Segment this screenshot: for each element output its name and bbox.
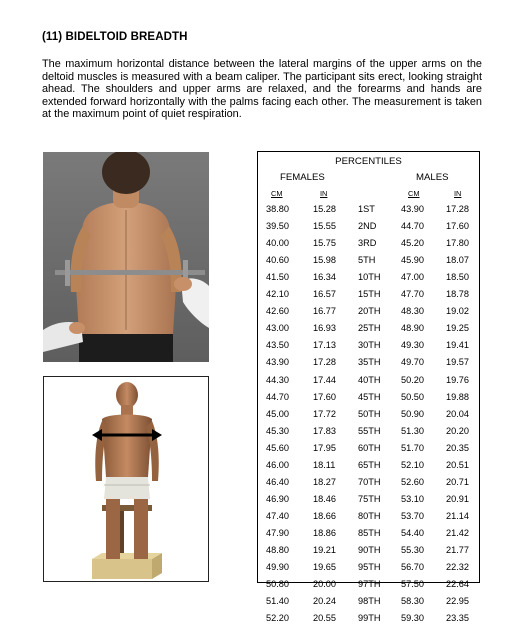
female-in-cell: 18.27 xyxy=(313,476,336,487)
female-in-cell: 20.55 xyxy=(313,613,336,624)
table-row xyxy=(258,357,479,374)
percentile-cell: 70TH xyxy=(358,476,381,487)
male-cm-cell: 48.90 xyxy=(401,323,424,334)
female-cm-cell: 46.00 xyxy=(266,459,289,470)
male-cm-cell: 49.30 xyxy=(401,340,424,351)
male-cm-unit: CM xyxy=(408,189,420,198)
percentiles-table xyxy=(257,151,480,624)
male-cm-cell: 54.40 xyxy=(401,527,424,538)
table-row xyxy=(258,340,479,357)
table-row xyxy=(258,443,479,460)
male-in-cell: 18.07 xyxy=(446,255,469,266)
percentile-cell: 55TH xyxy=(358,425,381,436)
female-in-cell: 17.95 xyxy=(313,442,336,453)
percentile-cell: 85TH xyxy=(358,527,381,538)
measurement-photo-illustration xyxy=(43,152,209,362)
percentile-cell: 95TH xyxy=(358,562,381,573)
female-in-cell: 20.24 xyxy=(313,596,336,607)
table-row xyxy=(258,545,479,562)
female-in-cell: 17.28 xyxy=(313,357,336,368)
percentile-cell: 30TH xyxy=(358,340,381,351)
male-in-cell: 20.91 xyxy=(446,493,469,504)
female-cm-cell: 45.60 xyxy=(266,442,289,453)
female-cm-cell: 44.30 xyxy=(266,374,289,385)
female-in-cell: 15.55 xyxy=(313,221,336,232)
female-in-cell: 20.00 xyxy=(313,579,336,590)
percentile-cell: 65TH xyxy=(358,459,381,470)
male-cm-cell: 45.20 xyxy=(401,238,424,249)
table-row xyxy=(258,613,479,630)
description-paragraph: The maximum horizontal distance between the lateral margins of the upper arms on the deltoid muscles is measured with a beam caliper. The participant sits erect, looking straight ahead. The shoulders and upper arms are relaxed, and the forearms and hands are extended forward horizontally with the palms facing each other. The measurement is taken at the maximum point of quiet respiration. xyxy=(42,58,482,121)
female-cm-cell: 47.40 xyxy=(266,510,289,521)
male-in-cell: 20.51 xyxy=(446,459,469,470)
male-cm-cell: 50.20 xyxy=(401,374,424,385)
female-in-cell: 16.57 xyxy=(313,289,336,300)
male-cm-cell: 52.10 xyxy=(401,459,424,470)
female-in-cell: 15.75 xyxy=(313,238,336,249)
percentile-cell: 97TH xyxy=(358,579,381,590)
male-in-cell: 18.50 xyxy=(446,272,469,283)
table-row xyxy=(258,221,479,238)
female-in-cell: 18.66 xyxy=(313,510,336,521)
male-in-cell: 21.77 xyxy=(446,545,469,555)
female-in-cell: 18.46 xyxy=(313,493,336,504)
percentile-cell: 75TH xyxy=(358,493,381,504)
female-cm-cell: 42.60 xyxy=(266,306,289,317)
female-cm-cell: 43.90 xyxy=(266,357,289,368)
measurement-photo xyxy=(43,152,209,362)
female-cm-cell: 40.60 xyxy=(266,255,289,266)
table-row xyxy=(258,477,479,494)
table-row xyxy=(258,392,479,409)
male-cm-cell: 56.70 xyxy=(401,562,424,573)
female-in-cell: 15.28 xyxy=(313,204,336,214)
male-in-cell: 19.02 xyxy=(446,306,469,317)
female-cm-cell: 39.50 xyxy=(266,221,289,232)
table-row xyxy=(258,596,479,613)
male-cm-cell: 52.60 xyxy=(401,476,424,487)
male-in-cell: 20.71 xyxy=(446,476,469,487)
page-title: (11) BIDELTOID BREADTH xyxy=(42,31,188,43)
female-in-cell: 17.13 xyxy=(313,340,336,351)
table-row xyxy=(258,272,479,289)
table-row xyxy=(258,204,479,221)
female-cm-cell: 45.00 xyxy=(266,408,289,419)
male-in-cell: 23.35 xyxy=(446,613,469,624)
female-cm-cell: 50.80 xyxy=(266,579,289,590)
male-cm-cell: 49.70 xyxy=(401,357,424,368)
figure-render-illustration xyxy=(44,377,208,581)
table-row xyxy=(258,494,479,511)
table-row xyxy=(258,289,479,306)
female-cm-cell: 48.80 xyxy=(266,545,289,555)
male-in-cell: 20.20 xyxy=(446,425,469,436)
male-cm-cell: 45.90 xyxy=(401,255,424,266)
percentile-cell: 99TH xyxy=(358,613,381,624)
table-row xyxy=(258,409,479,426)
female-in-cell: 18.86 xyxy=(313,527,336,538)
table-row xyxy=(258,562,479,579)
male-in-cell: 17.80 xyxy=(446,238,469,249)
percentile-cell: 90TH xyxy=(358,545,381,555)
male-cm-cell: 53.10 xyxy=(401,493,424,504)
male-in-cell: 19.76 xyxy=(446,374,469,385)
female-cm-cell: 42.10 xyxy=(266,289,289,300)
percentile-cell: 50TH xyxy=(358,408,381,419)
female-in-cell: 17.44 xyxy=(313,374,336,385)
female-in-cell: 16.34 xyxy=(313,272,336,283)
table-row xyxy=(258,460,479,477)
percentile-cell: 2ND xyxy=(358,221,377,232)
male-cm-cell: 58.30 xyxy=(401,596,424,607)
percentile-cell: 20TH xyxy=(358,306,381,317)
female-cm-cell: 52.20 xyxy=(266,613,289,624)
female-in-cell: 19.65 xyxy=(313,562,336,573)
male-in-cell: 20.35 xyxy=(446,442,469,453)
table-row xyxy=(258,255,479,272)
female-in-cell: 17.83 xyxy=(313,425,336,436)
percentiles-header: PERCENTILES xyxy=(335,156,402,167)
female-cm-cell: 40.00 xyxy=(266,238,289,249)
percentile-cell: 3RD xyxy=(358,238,377,249)
male-cm-cell: 47.00 xyxy=(401,272,424,283)
female-in-cell: 18.11 xyxy=(313,459,336,470)
males-header: MALES xyxy=(416,172,449,183)
percentile-cell: 80TH xyxy=(358,510,381,521)
table-row xyxy=(258,323,479,340)
male-in-unit: IN xyxy=(454,189,462,198)
percentile-cell: 98TH xyxy=(358,596,381,607)
table-row xyxy=(258,511,479,528)
female-in-cell: 15.98 xyxy=(313,255,336,266)
male-cm-cell: 48.30 xyxy=(401,306,424,317)
female-in-cell: 19.21 xyxy=(313,545,336,555)
table-row xyxy=(258,426,479,443)
male-in-cell: 21.14 xyxy=(446,510,469,521)
male-in-cell: 22.32 xyxy=(446,562,469,573)
female-cm-unit: CM xyxy=(271,189,283,198)
table-row xyxy=(258,375,479,392)
male-cm-cell: 55.30 xyxy=(401,545,424,555)
female-cm-cell: 41.50 xyxy=(266,272,289,283)
table-row xyxy=(258,238,479,255)
female-cm-cell: 44.70 xyxy=(266,391,289,402)
table-row xyxy=(258,528,479,545)
male-in-cell: 22.64 xyxy=(446,579,469,590)
female-cm-cell: 38.80 xyxy=(266,204,289,214)
percentile-cell: 25TH xyxy=(358,323,381,334)
male-cm-cell: 57.50 xyxy=(401,579,424,590)
percentile-cell: 60TH xyxy=(358,442,381,453)
male-cm-cell: 53.70 xyxy=(401,510,424,521)
male-in-cell: 17.28 xyxy=(446,204,469,214)
male-cm-cell: 47.70 xyxy=(401,289,424,300)
female-cm-cell: 46.40 xyxy=(266,476,289,487)
percentile-cell: 35TH xyxy=(358,357,381,368)
table-row xyxy=(258,306,479,323)
percentile-cell: 40TH xyxy=(358,374,381,385)
male-cm-cell: 51.30 xyxy=(401,425,424,436)
female-in-unit: IN xyxy=(320,189,328,198)
percentile-cell: 1ST xyxy=(358,204,375,214)
percentile-cell: 45TH xyxy=(358,391,381,402)
female-cm-cell: 46.90 xyxy=(266,493,289,504)
female-in-cell: 16.77 xyxy=(313,306,336,317)
percentile-cell: 15TH xyxy=(358,289,381,300)
female-in-cell: 17.60 xyxy=(313,391,336,402)
females-header: FEMALES xyxy=(280,172,325,183)
male-in-cell: 19.88 xyxy=(446,391,469,402)
male-in-cell: 19.25 xyxy=(446,323,469,334)
female-cm-cell: 43.50 xyxy=(266,340,289,351)
male-cm-cell: 51.70 xyxy=(401,442,424,453)
male-in-cell: 20.04 xyxy=(446,408,469,419)
male-cm-cell: 44.70 xyxy=(401,221,424,232)
female-cm-cell: 51.40 xyxy=(266,596,289,607)
male-in-cell: 17.60 xyxy=(446,221,469,232)
male-in-cell: 22.95 xyxy=(446,596,469,607)
male-in-cell: 19.57 xyxy=(446,357,469,368)
male-cm-cell: 50.90 xyxy=(401,408,424,419)
female-cm-cell: 47.90 xyxy=(266,527,289,538)
male-cm-cell: 50.50 xyxy=(401,391,424,402)
female-in-cell: 17.72 xyxy=(313,408,336,419)
female-in-cell: 16.93 xyxy=(313,323,336,334)
female-cm-cell: 49.90 xyxy=(266,562,289,573)
male-in-cell: 21.42 xyxy=(446,527,469,538)
male-in-cell: 19.41 xyxy=(446,340,469,351)
percentile-cell: 5TH xyxy=(358,255,376,266)
percentile-cell: 10TH xyxy=(358,272,381,283)
male-cm-cell: 59.30 xyxy=(401,613,424,624)
male-cm-cell: 43.90 xyxy=(401,204,424,214)
female-cm-cell: 43.00 xyxy=(266,323,289,334)
female-cm-cell: 45.30 xyxy=(266,425,289,436)
figure-illustration xyxy=(43,376,209,582)
male-in-cell: 18.78 xyxy=(446,289,469,300)
